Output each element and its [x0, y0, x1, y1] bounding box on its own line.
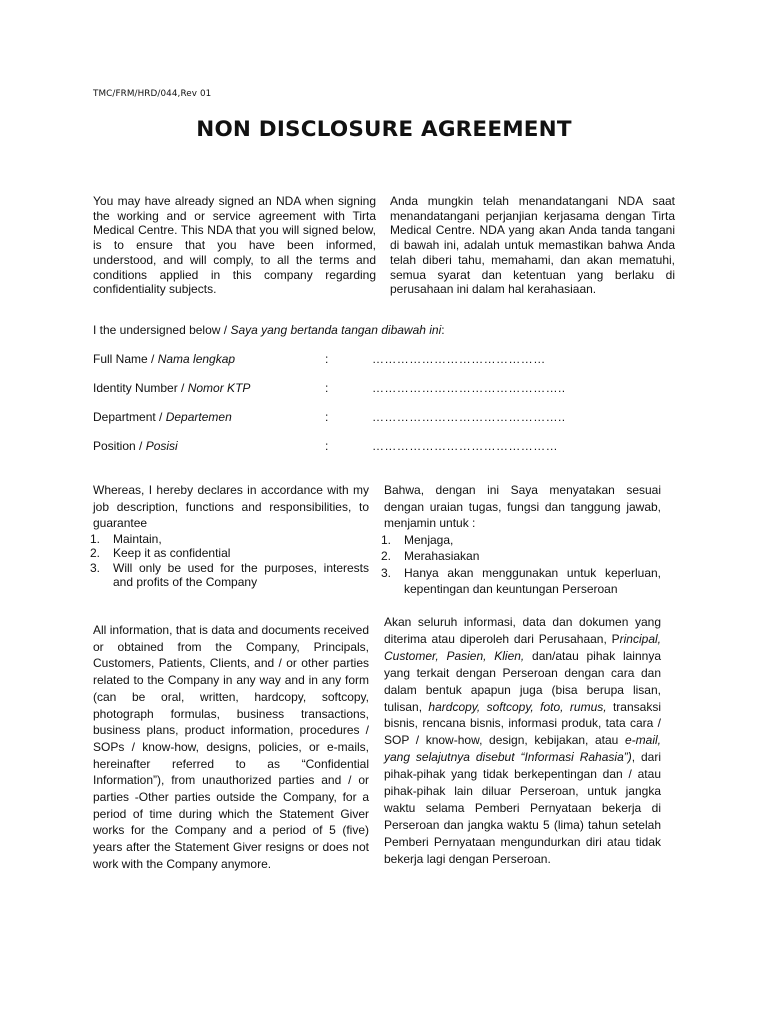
list-text: Keep it as confidential — [113, 546, 231, 561]
info-id-text: dan/atau pihak lainnya yang terkait dengan Perseroan dengan cara dan dalam bentuk apapun juga (bisa berupa lisan, tulisan, — [384, 648, 661, 714]
whereas-indonesian — [381, 482, 661, 597]
whereas-lead-id: Bahwa, dengan ini Saya menyatakan sesuai dengan uraian tugas, fungsi dan tanggung jawab, menjamin untuk : — [384, 483, 661, 531]
undersigned-line — [93, 323, 445, 337]
info-id-italic: e-mail, yang selajutnya disebut “Informasi Rahasia”) — [384, 733, 661, 765]
field-label — [93, 410, 232, 424]
info-id-italic: rincipal, Customer, Pasien, Klien, — [384, 631, 661, 663]
list-number: 3. — [90, 560, 101, 575]
field-label-id: Nomor KTP — [187, 381, 251, 395]
form-field-department — [93, 410, 613, 426]
field-label — [93, 352, 235, 366]
list-text: Will only be used for the purposes, interests and profits of the Company — [113, 560, 369, 589]
list-text: Maintain, — [113, 531, 162, 546]
field-label-en: Full Name / — [93, 352, 158, 366]
list-number: 3. — [381, 565, 392, 580]
list-item — [90, 546, 369, 561]
whereas-lead-en: Whereas, I hereby declares in accordance with my job description, functions and responsibilities, to guarantee — [93, 483, 369, 531]
list-number: 1. — [90, 531, 101, 546]
department-blank: ……………………………………….. — [372, 410, 566, 424]
field-colon: : — [325, 410, 329, 424]
field-label-en: Identity Number / — [93, 381, 188, 395]
list-item — [90, 560, 369, 590]
undersigned-id: Saya yang bertanda tangan dibawah ini — [230, 323, 442, 337]
information-english: All information, that is data and documents received or obtained from the Company, Principals, Customers, Patients, Clients, and / or other parties related to the Company in any way and in any form (can be oral, written, hardcopy, softcopy, photograph formulas, business transactions, business plans, product information, procedures / SOPs / know-how, designs, policies, or e-mails, hereinafter referred to as “Confidential Information”), from unauthorized parties and / or parties -Other parties outside the Company, for a period of time during which the Statement Giver works for the Company and a period of 5 (five) years after the Statement Giver resigns or does not work with the Company anymore. — [93, 623, 369, 871]
field-label-en: Position / — [93, 439, 146, 453]
list-text: Menjaga, — [404, 532, 454, 547]
undersigned-end: : — [441, 323, 445, 337]
field-label — [93, 381, 250, 395]
list-text: Hanya akan menggunakan untuk keperluan, kepentingan dan keuntungan Perseroan — [404, 565, 661, 596]
list-item — [90, 531, 369, 546]
form-field-full-name — [93, 352, 613, 368]
field-label-id: Posisi — [145, 439, 178, 453]
field-label-en: Department / — [93, 410, 166, 424]
list-text: Merahasiakan — [404, 549, 480, 564]
whereas-english — [90, 482, 369, 589]
list-number: 2. — [90, 546, 101, 561]
full-name-blank: …………………………………… — [372, 352, 546, 366]
field-label-id: Departemen — [165, 410, 232, 424]
field-label-id: Nama lengkap — [157, 352, 236, 366]
list-item — [381, 565, 661, 598]
guarantee-list-en — [90, 531, 369, 590]
identity-number-blank: ……………………………………….. — [372, 381, 566, 395]
field-label — [93, 439, 178, 453]
info-id-italic: hardcopy, softcopy, foto, rumus, — [428, 699, 607, 714]
info-id-text: Akan seluruh informasi, data dan dokumen yang diterima atau diperoleh dari Perusahaan, P — [384, 615, 661, 646]
list-number: 2. — [381, 549, 392, 564]
list-number: 1. — [381, 532, 392, 547]
undersigned-en: I the undersigned below / — [93, 323, 231, 337]
position-blank: ……………………………………… — [372, 439, 558, 453]
info-id-text: transaksi bisnis, rencana bisnis, informasi produk, tata cara / SOP / know-how, design, kebijakan, atau — [384, 699, 661, 748]
guarantee-list-id — [381, 532, 661, 598]
field-colon: : — [325, 352, 329, 366]
document-code: TMC/FRM/HRD/044,Rev 01 — [93, 89, 212, 99]
list-item — [381, 548, 661, 564]
field-colon: : — [325, 381, 329, 395]
information-indonesian — [384, 614, 661, 868]
intro-indonesian: Anda mungkin telah menandatangani NDA saat menandatangani perjanjian kerjasama dengan Tirta Medical Centre. NDA yang akan Anda tanda tangani di bawah ini, adalah untuk memastikan bahwa Anda telah diberi tahu, memahami, dan akan mematuhi, semua syarat dan ketentuan yang berlaku di perusahaan ini dalam hal kerahasiaan. — [390, 194, 675, 297]
field-colon: : — [325, 439, 329, 453]
list-item — [381, 532, 661, 548]
form-field-identity-number — [93, 381, 613, 397]
document-title: NON DISCLOSURE AGREEMENT — [196, 117, 572, 142]
form-field-position — [93, 439, 613, 455]
info-id-text: , dari pihak-pihak yang tidak berkepentingan dan / atau pihak-pihak lain diluar Perseroan, untuk jangka waktu selama Pemberi Pernyataan bekerja di Perseroan dan jangka waktu 5 (lima) tahun setelah Pemberi Pernyataan mengundurkan diri atau tidak bekerja lagi dengan Perseroan. — [384, 750, 661, 866]
intro-english: You may have already signed an NDA when signing the working and or service agreement with Tirta Medical Centre. This NDA that you will signed below, is to ensure that you have been informed, understood, and will comply, to all the terms and conditions applied in this company regarding confidentiality subjects. — [93, 194, 376, 297]
